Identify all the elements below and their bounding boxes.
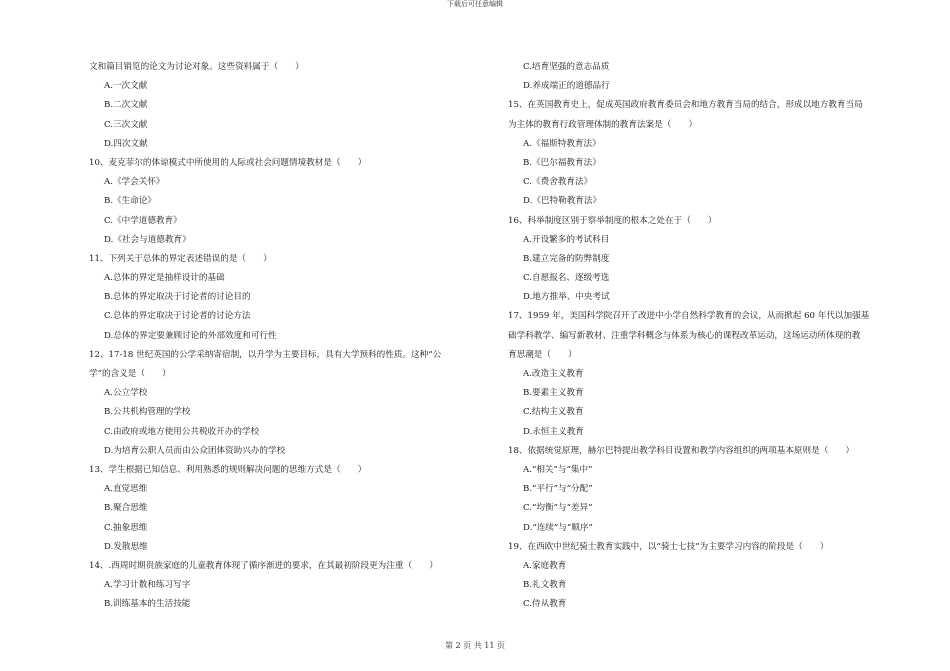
answer-option: D.总体的界定要兼顾讨论的外部效度和可行性	[104, 330, 277, 341]
answer-option: B.建立完备的防弊制度	[523, 253, 610, 264]
question-text: 础学科教学、编写新教材、注重学科概念与体系为核心的课程改革运动，这场运动所体现的教	[508, 330, 861, 341]
question-text: 15、在英国教育史上，促成英国政府教育委员会和地方教育当局的结合，形成以地方教育当局	[508, 100, 863, 111]
answer-option: B.《巴尔福教育法》	[523, 157, 601, 168]
answer-option: B.“平行”与“分配”	[523, 484, 593, 495]
left-column	[89, 58, 489, 614]
question-text: 14、.西周时期贵族家庭的儿童教育体现了循序渐进的要求，在其最初阶段更为注重（ ）	[89, 560, 438, 571]
question-text: 10、麦克菲尔的体谅模式中所使用的人际或社会问题情境教材是（ ）	[89, 157, 367, 168]
answer-option: D.《巴特勒教育法》	[523, 196, 602, 207]
answer-option: C.由政府或地方使用公共税收开办的学校	[104, 426, 260, 437]
answer-option: B.总体的界定取决于讨论者的讨论目的	[104, 292, 251, 303]
answer-option: A.公立学校	[104, 388, 148, 399]
answer-option: B.礼文教育	[523, 580, 567, 591]
answer-option: B.训练基本的生活技能	[104, 599, 191, 610]
answer-option: A.总体的界定是抽样设计的基础	[104, 273, 225, 284]
question-text: 为主体的教育行政管理体制的教育法案是（ ）	[508, 119, 698, 130]
answer-option: C.《中学道德教育》	[104, 215, 182, 226]
question-text: 12、17-18 世纪英国的公学采纳寄宿制，以升学为主要目标，具有大学预科的性质。这种“公	[89, 349, 442, 360]
answer-option: C.《费舍教育法》	[523, 177, 593, 188]
answer-option: B.《生命论》	[104, 196, 157, 207]
answer-option: B.公共机构管理的学校	[104, 407, 191, 418]
question-text: 育思潮是（ ）	[508, 349, 577, 360]
answer-option: D.永恒主义教育	[523, 426, 584, 437]
answer-option: A.家庭教育	[523, 560, 567, 571]
answer-option: B.二次文献	[104, 100, 148, 111]
answer-option: C.抽象思维	[104, 522, 148, 533]
answer-option: C.侍从教育	[523, 599, 567, 610]
answer-option: A.直觉思维	[104, 484, 148, 495]
question-text: 学”的含义是（ ）	[89, 369, 171, 379]
question-text: 13、学生根据已知信息、利用熟悉的规则解决问题的思维方式是（ ）	[89, 464, 367, 475]
question-text: 16、科举制度区别于察举制度的根本之处在于（ ）	[508, 215, 717, 226]
answer-option: C.“均衡”与“差异”	[523, 503, 593, 514]
answer-option: D.养成端正的道德品行	[523, 81, 610, 92]
answer-option: D.四次文献	[104, 138, 148, 149]
answer-option: C.三次文献	[104, 119, 148, 130]
question-text: 18、依据统觉原理，赫尔巴特提出教学科目设置和教学内容组织的两项基本原则是（ ）	[508, 445, 855, 456]
answer-option: A.“相关”与“集中”	[523, 464, 593, 475]
answer-option: D.为培育公职人员而由公众团体资助兴办的学校	[104, 445, 286, 456]
answer-option: C.结构主义教育	[523, 407, 584, 418]
answer-option: D.发散思维	[104, 541, 148, 552]
question-text: 文和篇目销览的论文为讨论对象。这些资料属于（ ）	[89, 62, 304, 72]
right-column	[508, 58, 908, 614]
answer-option: D.地方推举、中央考试	[523, 292, 610, 303]
answer-option: A.改造主义教育	[523, 369, 584, 379]
page-footer: 第 2 页 共 11 页	[445, 641, 505, 650]
answer-option: D.《社会与道德教育》	[104, 234, 191, 245]
answer-option: C.自愿报名、逐级考选	[523, 273, 610, 284]
answer-option: A.《学会关怀》	[104, 177, 165, 188]
answer-option: A.学习计数和练习写字	[104, 580, 191, 591]
question-text: 19、在西欧中世纪骑士教育实践中，以“骑士七技”为主要学习内容的阶段是（ ）	[508, 541, 829, 552]
answer-option: A.《福斯特教育法》	[523, 138, 601, 149]
answer-option: A.一次文献	[104, 81, 148, 92]
answer-option: D.“连续”与“顺序”	[523, 522, 593, 533]
answer-option: B.聚合思维	[104, 503, 148, 514]
answer-option: B.要素主义教育	[523, 388, 584, 399]
answer-option: C.培育坚强的意志品质	[523, 62, 610, 72]
question-text: 11、下列关于总体的界定表述错误的是（ ）	[89, 253, 272, 264]
answer-option: C.总体的界定取决于讨论者的讨论方法	[104, 311, 251, 322]
answer-option: A.开设繁多的考试科目	[523, 234, 610, 245]
page-header: 下载后可任意编辑	[447, 0, 503, 8]
question-text: 17、1959 年，美国科学院召开了改进中小学自然科学教育的会议，从而掀起 60 年代以加强基	[508, 311, 870, 322]
